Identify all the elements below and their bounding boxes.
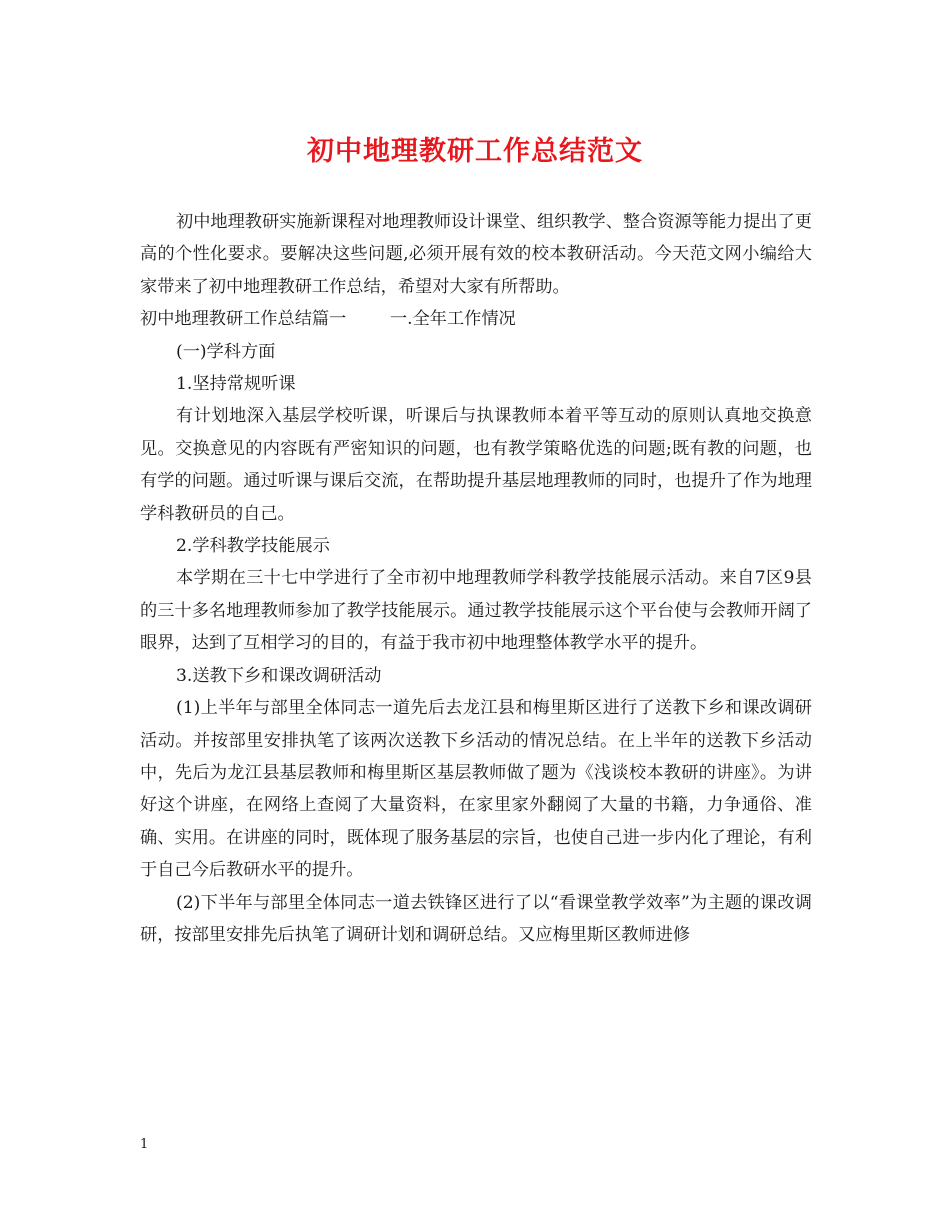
page-number: 1 xyxy=(140,1137,149,1152)
item-heading-lesson-observation: 1.坚持常规听课 xyxy=(176,374,296,395)
paragraph-lesson-observation: 有计划地深入基层学校听课，听课后与执课教师本着平等互动的原则认真地交换意见。交换意见的内容既有严密知识的问题，也有教学策略优选的问题;既有教的问题，也有学的问题。通过听课与课后交流，在帮助提升基层地理教师的同时，也提升了作为地理学科教研员的自己。 xyxy=(140,406,812,524)
paragraph-skills-showcase: 本学期在三十七中学进行了全市初中地理教师学科教学技能展示活动。来自7区9县的三十多名地理教师参加了教学技能展示。通过教学技能展示这个平台使与会教师开阔了眼界，达到了互相学习的目的，有益于我市初中地理整体教学水平的提升。 xyxy=(140,568,812,654)
paragraph-rural-outreach-second-half: (2)下半年与部里全体同志一道去铁锋区进行了以“看课堂教学效率”为主题的课改调研，按部里安排先后执笔了调研计划和调研总结。又应梅里斯区教师进修 xyxy=(140,892,812,945)
paragraph-rural-outreach-first-half: (1)上半年与部里全体同志一道先后去龙江县和梅里斯区进行了送教下乡和课改调研活动。并按部里安排执笔了该两次送教下乡活动的情况总结。在上半年的送教下乡活动中，先后为龙江县基层教师和梅里斯区基层教师做了题为《浅谈校本教研的讲座》。为讲好这个讲座，在网络上查阅了大量资料，在家里家外翻阅了大量的书籍，力争通俗、准确、实用。在讲座的同时，既体现了服务基层的宗旨，也使自己进一步内化了理论，有利于自己今后教研水平的提升。 xyxy=(140,698,812,881)
subsection-heading-subject: (一)学科方面 xyxy=(176,341,276,362)
item-heading-skills-showcase: 2.学科教学技能展示 xyxy=(176,536,330,557)
document-body xyxy=(140,206,812,951)
section-heading-summary-one: 初中地理教研工作总结篇一 一.全年工作情况 xyxy=(140,309,516,330)
intro-paragraph: 初中地理教研实施新课程对地理教师设计课堂、组织教学、整合资源等能力提出了更高的个性化要求。要解决这些问题,必须开展有效的校本教研活动。今天范文网小编给大家带来了初中地理教研工作总结，希望对大家有所帮助。 xyxy=(140,212,812,297)
document-title: 初中地理教研工作总结范文 xyxy=(307,136,643,167)
item-heading-rural-outreach: 3.送教下乡和课改调研活动 xyxy=(176,665,382,686)
